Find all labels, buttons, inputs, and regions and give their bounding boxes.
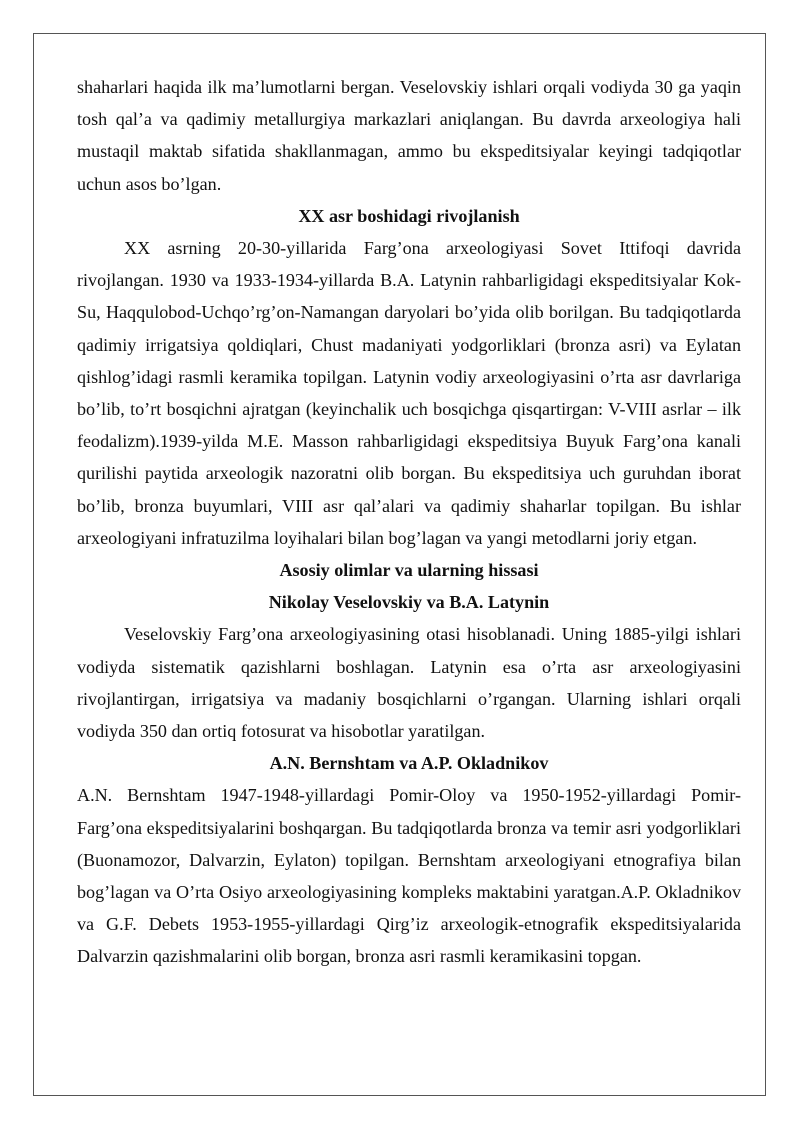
section-heading-main-scholars: Asosiy olimlar va ularning hissasi bbox=[279, 560, 539, 581]
early-20th-century-paragraph: XX asrning 20-30-yillarida Farg’ona arxeologiyasi Sovet Ittifoqi davrida rivojlangan. 1930 va 1933-1934-yillarda B.A. Latynin rahbarligidagi ekspeditsiyalar Kok-Su, Haqqulobod-Uchqo’rg’on-Namangan daryolari bo’yida olib borilgan. Bu tadqiqotlarda qadimiy irrigatsiya qoldiqlari, Chust madaniyati yodgorliklari (bronza asri) va Eylatan qishlog’idagi rasmli keramika topilgan. Latynin vodiy arxeologiyasini o’rta asr davrlariga bo’lib, to’rt bosqichni ajratgan (keyinchalik uch bosqichga qisqartirgan: V-VIII asrlar – ilk feodalizm).1939-yilda M.E. Masson rahbarligidagi ekspeditsiya Buyuk Farg’ona kanali qurilishi paytida arxeologik nazoratni olib borgan. Bu ekspeditsiya uch guruhdan iborat bo’lib, bronza buyumlari, VIII asr qal’alari va qadimiy shaharlar topilgan. Bu ishlar arxeologiyani infratuzilma loyihalari bilan bog’lagan va yangi metodlarni joriy etgan. bbox=[77, 238, 741, 548]
subheading-bernshtam-okladnikov: A.N. Bernshtam va A.P. Okladnikov bbox=[269, 753, 549, 774]
intro-paragraph: shaharlari haqida ilk ma’lumotlarni bergan. Veselovskiy ishlari orqali vodiyda 30 ga yaqin tosh qal’a va qadimiy metallurgiya markazlari aniqlangan. Bu davrda arxeologiya hali mustaqil maktab sifatida shakllanmagan, ammo bu ekspeditsiyalar keyingi tadqiqotlar uchun asos bo’lgan. bbox=[77, 77, 741, 194]
subheading-veselovskiy-latynin: Nikolay Veselovskiy va B.A. Latynin bbox=[268, 592, 550, 613]
veselovskiy-latynin-paragraph: Veselovskiy Farg’ona arxeologiyasining otasi hisoblanadi. Uning 1885-yilgi ishlari vodiyda sistematik qazishlarni boshlagan. Latynin esa o’rta asr arxeologiyasini rivojlantirgan, irrigatsiya va madaniy bosqichlarni o’rgangan. Ularning ishlari orqali vodiyda 350 dan ortiq fotosurat va hisobotlar yaratilgan. bbox=[77, 624, 741, 742]
document-body bbox=[77, 71, 741, 973]
bernshtam-okladnikov-paragraph: A.N. Bernshtam 1947-1948-yillardagi Pomir-Oloy va 1950-1952-yillardagi Pomir-Farg’ona ekspeditsiyalarini boshqargan. Bu tadqiqotlarda bronza va temir asri yodgorliklari (Buonamozor, Dalvarzin, Eylaton) topilgan. Bernshtam arxeologiyani etnografiya bilan bog’lagan va O’rta Osiyo arxeologiyasining kompleks maktabini yaratgan.A.P. Okladnikov va G.F. Debets 1953-1955-yillardagi Qirg’iz arxeologik-etnografik ekspeditsiyalarida Dalvarzin qazishmalarini olib borgan, bronza asri rasmli keramikasini topgan. bbox=[77, 785, 741, 967]
section-heading-early-20th-century: XX asr boshidagi rivojlanish bbox=[298, 205, 520, 226]
